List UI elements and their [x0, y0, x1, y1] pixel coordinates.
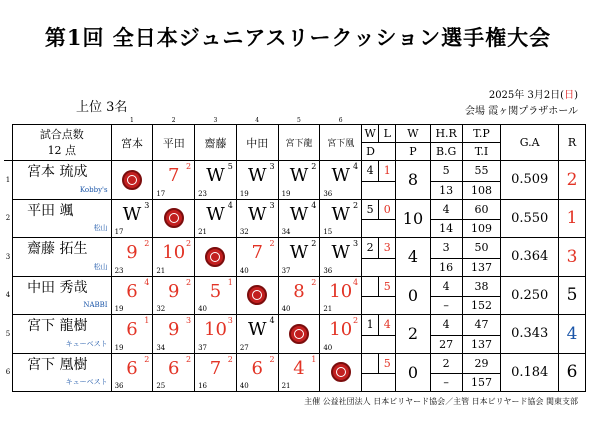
tournament-title: 第1回 全日本ジュニアスリークッション選手権大会	[44, 25, 552, 50]
self-cell	[111, 161, 153, 200]
match-cell	[236, 315, 278, 354]
match-high-run: 3	[227, 316, 233, 325]
match-score: 8	[293, 280, 305, 302]
match-cell	[153, 353, 195, 392]
losses-count: 5	[379, 276, 396, 297]
match-innings: 37	[281, 266, 291, 275]
date-prefix: 2025年 3月2日(	[488, 90, 565, 101]
ti-header: T.I	[462, 143, 501, 161]
top-three-label: 上位 3名	[76, 100, 128, 115]
match-score: 10	[329, 280, 353, 302]
row-index: 5	[4, 315, 13, 354]
match-cell	[195, 315, 237, 354]
total-points: 47	[462, 315, 501, 336]
match-innings: 15	[323, 228, 333, 236]
blank-cell	[501, 116, 559, 125]
final-rank: 1	[559, 199, 586, 238]
match-cell	[236, 238, 278, 277]
final-rank: 5	[559, 276, 586, 315]
match-innings: 40	[239, 382, 249, 390]
player-name: 宮本 琉成	[13, 161, 112, 182]
total-points: 29	[462, 353, 501, 374]
match-score: W	[289, 203, 309, 225]
row-index: 1	[4, 161, 13, 200]
match-cell	[236, 199, 278, 238]
match-cell	[153, 315, 195, 354]
final-rank: 3	[559, 238, 586, 277]
column-number: 2	[171, 116, 176, 124]
best-game: 14	[430, 220, 462, 238]
match-points: 8	[396, 161, 430, 200]
match-cell	[278, 161, 320, 200]
match-innings: 25	[156, 382, 166, 390]
match-innings: 34	[156, 343, 166, 352]
organizer-footer: 主催 公益社団法人 日本ビリヤード協会／主管 日本ビリヤード協会 関東支部	[304, 397, 578, 406]
match-high-run: 2	[144, 239, 150, 248]
match-cell	[195, 161, 237, 200]
high-run: 5	[430, 161, 462, 182]
corner-cell	[4, 125, 13, 161]
wins-header: W	[396, 125, 430, 143]
blank-cell	[462, 116, 501, 125]
emblem-icon	[289, 324, 309, 344]
match-innings: 40	[198, 305, 207, 313]
match-innings: 19	[239, 189, 249, 198]
general-average: 0.250	[501, 276, 559, 315]
opponent-header: 平田	[153, 125, 195, 161]
player-name: 中田 秀哉	[13, 276, 112, 297]
match-high-run: 4	[352, 277, 359, 287]
match-cell	[195, 353, 237, 392]
match-innings: 17	[156, 189, 166, 198]
hr-header: H.R	[430, 125, 462, 143]
blank-cell	[379, 116, 396, 125]
match-cell	[195, 199, 237, 238]
match-score: 4	[293, 357, 305, 379]
self-cell	[236, 276, 278, 315]
match-innings: 23	[114, 266, 124, 275]
total-points: 50	[462, 238, 501, 259]
total-innings: 137	[462, 258, 501, 276]
player-club: Kobby's	[13, 181, 112, 199]
player-row	[4, 276, 586, 297]
match-cell	[320, 276, 362, 315]
match-points: 2	[396, 315, 430, 354]
match-cell	[278, 276, 320, 315]
match-score: W	[331, 242, 350, 263]
match-high-run: 1	[311, 354, 317, 364]
column-number: 3	[213, 116, 218, 124]
match-points: 4	[396, 238, 430, 277]
match-high-run: 4	[144, 277, 150, 287]
date-suffix: )	[574, 90, 578, 101]
match-score: W	[247, 203, 267, 225]
match-innings: 40	[323, 343, 333, 352]
match-high-run: 2	[185, 354, 192, 364]
match-score: 9	[167, 280, 180, 302]
emblem-icon	[331, 362, 351, 382]
self-cell	[320, 353, 362, 392]
match-innings: 21	[198, 228, 207, 236]
match-cell	[153, 238, 195, 277]
match-innings: 21	[323, 305, 333, 313]
player-name: 齋藤 拓生	[13, 238, 112, 259]
draws-count	[362, 181, 396, 199]
match-cell	[111, 199, 153, 238]
match-cell	[320, 238, 362, 277]
high-run: 2	[430, 353, 462, 374]
draws-count	[362, 297, 396, 315]
match-score: W	[122, 203, 142, 225]
total-innings: 137	[462, 335, 501, 353]
best-game: –	[430, 297, 462, 315]
game-points-label: 試合点数	[39, 127, 84, 141]
high-run: 4	[430, 199, 462, 220]
column-number-row	[4, 116, 586, 125]
match-score: 7	[209, 357, 222, 379]
match-score: 6	[126, 319, 138, 340]
match-high-run: 2	[144, 354, 150, 364]
rank-header: R	[559, 125, 586, 161]
player-club: NABBI	[13, 297, 112, 315]
w-header: W	[362, 125, 379, 143]
match-innings: 36	[323, 189, 333, 198]
match-high-run: 3	[144, 200, 150, 210]
column-number: 6	[338, 116, 343, 124]
tp-header: T.P	[462, 125, 501, 143]
match-high-run: 1	[227, 277, 233, 287]
match-cell	[278, 238, 320, 277]
player-row	[4, 315, 586, 336]
match-high-run: 4	[311, 200, 317, 210]
match-innings: 21	[156, 266, 166, 275]
match-innings: 19	[114, 305, 124, 313]
wins-count: 5	[362, 199, 379, 220]
total-innings: 108	[462, 181, 501, 199]
emblem-icon	[164, 208, 184, 228]
match-innings: 17	[114, 228, 124, 236]
bg-header: B.G	[430, 143, 462, 161]
match-score: W	[289, 242, 309, 263]
general-average: 0.509	[501, 161, 559, 200]
column-number: 5	[297, 116, 301, 124]
best-game: 16	[430, 258, 462, 276]
match-innings: 21	[281, 382, 291, 390]
match-score: 5	[209, 280, 222, 302]
match-high-run: 3	[269, 200, 275, 210]
blank-cell	[362, 116, 379, 125]
l-header: L	[379, 125, 396, 143]
opponent-header: 齋藤	[195, 125, 237, 161]
row-index: 2	[4, 199, 13, 238]
draws-count	[362, 335, 396, 353]
match-cell	[278, 353, 320, 392]
column-number: 4	[255, 116, 260, 124]
match-innings: 19	[114, 343, 124, 352]
column-number: 1	[130, 116, 134, 124]
total-innings: 109	[462, 220, 501, 238]
match-score: W	[247, 165, 267, 186]
match-cell	[111, 238, 153, 277]
match-high-run: 4	[269, 316, 275, 325]
match-score: 6	[167, 357, 180, 379]
blank-cell	[13, 116, 112, 125]
best-game: 13	[430, 181, 462, 199]
emblem-icon	[247, 285, 267, 305]
match-high-run: 2	[185, 277, 192, 287]
match-score: W	[331, 203, 350, 225]
wins-count	[362, 353, 379, 374]
final-rank: 6	[559, 353, 586, 392]
match-high-run: 3	[269, 162, 275, 171]
match-cell	[111, 353, 153, 392]
general-average: 0.550	[501, 199, 559, 238]
player-row	[4, 238, 586, 259]
player-row	[4, 199, 586, 220]
blank-cell	[559, 116, 586, 125]
self-cell	[153, 199, 195, 238]
ga-header: G.A	[501, 125, 559, 161]
best-game: 27	[430, 335, 462, 353]
losses-count: 1	[379, 161, 396, 182]
match-high-run: 2	[311, 239, 317, 248]
high-run: 4	[430, 276, 462, 297]
match-cell	[236, 161, 278, 200]
match-score: W	[206, 165, 225, 186]
player-row	[4, 161, 586, 182]
blank-cell	[430, 116, 462, 125]
total-innings: 152	[462, 297, 501, 315]
match-cell	[153, 161, 195, 200]
match-cell	[236, 353, 278, 392]
total-points: 38	[462, 276, 501, 297]
wins-count: 1	[362, 315, 379, 336]
player-name: 宮下 龍樹	[13, 315, 112, 336]
match-cell	[278, 199, 320, 238]
results-table	[4, 116, 586, 392]
losses-count: 5	[379, 353, 396, 374]
opponent-header: 宮下凰	[320, 125, 362, 161]
total-points: 55	[462, 161, 501, 182]
match-innings: 36	[114, 382, 124, 390]
match-innings: 40	[239, 266, 249, 275]
player-row	[4, 353, 586, 374]
player-club: キューベスト	[13, 374, 112, 392]
player-name: 平田 颯	[13, 199, 112, 220]
total-points: 60	[462, 199, 501, 220]
emblem-icon	[122, 170, 142, 190]
match-score: W	[206, 203, 225, 225]
match-cell	[320, 161, 362, 200]
general-average: 0.343	[501, 315, 559, 354]
general-average: 0.364	[501, 238, 559, 277]
header-row	[4, 125, 586, 143]
general-average: 0.184	[501, 353, 559, 392]
wins-count: 2	[362, 238, 379, 259]
match-cell	[320, 199, 362, 238]
blank-cell	[396, 116, 430, 125]
match-points: 0	[396, 353, 430, 392]
match-cell	[153, 276, 195, 315]
losses-count: 4	[379, 315, 396, 336]
venue: 会場 霞ヶ関プラザホール	[465, 106, 578, 117]
match-score: 9	[167, 319, 180, 340]
wins-count	[362, 276, 379, 297]
match-cell	[320, 315, 362, 354]
match-score: 10	[204, 319, 227, 340]
match-high-run: 2	[352, 200, 359, 210]
opponent-header: 宮本	[111, 125, 153, 161]
opponent-header: 中田	[236, 125, 278, 161]
row-index: 4	[4, 276, 13, 315]
match-score: W	[331, 165, 350, 186]
match-score: 10	[162, 242, 186, 263]
points-header: P	[396, 143, 430, 161]
high-run: 4	[430, 315, 462, 336]
wins-count: 4	[362, 161, 379, 182]
losses-count: 0	[379, 199, 396, 220]
match-cell	[111, 315, 153, 354]
match-score: 6	[126, 280, 138, 302]
match-innings: 27	[239, 343, 249, 352]
date-day: 日	[564, 90, 575, 101]
player-club: キューベスト	[13, 335, 112, 353]
game-points-header	[13, 125, 112, 161]
match-innings: 36	[323, 266, 333, 275]
self-cell	[278, 315, 320, 354]
match-high-run: 2	[185, 162, 192, 171]
player-name: 宮下 凰樹	[13, 353, 112, 374]
emblem-icon	[205, 247, 225, 267]
final-rank: 4	[559, 315, 586, 354]
best-game: –	[430, 374, 462, 392]
match-score: 9	[126, 242, 138, 263]
match-score: 6	[251, 357, 263, 379]
match-high-run: 3	[352, 239, 359, 248]
match-innings: 19	[281, 189, 291, 198]
player-club: 松山	[13, 220, 112, 238]
player-club: 松山	[13, 258, 112, 276]
match-high-run: 1	[144, 316, 150, 325]
match-cell	[195, 276, 237, 315]
match-high-run: 2	[227, 354, 233, 364]
match-innings: 23	[198, 189, 207, 198]
match-high-run: 2	[311, 162, 317, 171]
draws-count	[362, 258, 396, 276]
d-header: D	[362, 143, 396, 161]
match-innings: 34	[281, 228, 291, 236]
blank-cell	[4, 116, 13, 125]
match-innings: 40	[281, 305, 291, 313]
total-innings: 157	[462, 374, 501, 392]
row-index: 3	[4, 238, 13, 277]
match-score: 10	[329, 319, 353, 340]
match-high-run: 4	[227, 200, 233, 210]
match-innings: 16	[198, 382, 207, 390]
match-high-run: 2	[352, 316, 359, 325]
match-score: W	[289, 165, 309, 186]
losses-count: 3	[379, 238, 396, 259]
match-innings: 32	[156, 305, 166, 313]
draws-count	[362, 220, 396, 238]
match-high-run: 2	[185, 239, 192, 248]
match-cell	[111, 276, 153, 315]
match-points: 10	[396, 199, 430, 238]
match-high-run: 4	[352, 162, 359, 171]
match-high-run: 5	[227, 162, 233, 171]
game-points-value: 12 点	[47, 143, 77, 157]
match-innings: 37	[198, 343, 207, 352]
opponent-header: 宮下龍	[278, 125, 320, 161]
match-high-run: 3	[185, 316, 192, 325]
date-line	[489, 86, 578, 101]
match-high-run: 2	[269, 354, 275, 364]
match-score: 7	[251, 242, 263, 263]
self-cell	[195, 238, 237, 277]
match-score: W	[247, 319, 267, 340]
row-index: 6	[4, 353, 13, 392]
match-score: 6	[126, 357, 138, 379]
match-high-run: 2	[311, 277, 317, 287]
match-score: 7	[167, 165, 180, 186]
high-run: 3	[430, 238, 462, 259]
final-rank: 2	[559, 161, 586, 200]
match-high-run: 2	[269, 239, 275, 248]
draws-count	[362, 374, 396, 392]
match-innings: 32	[239, 228, 249, 236]
match-points: 0	[396, 276, 430, 315]
